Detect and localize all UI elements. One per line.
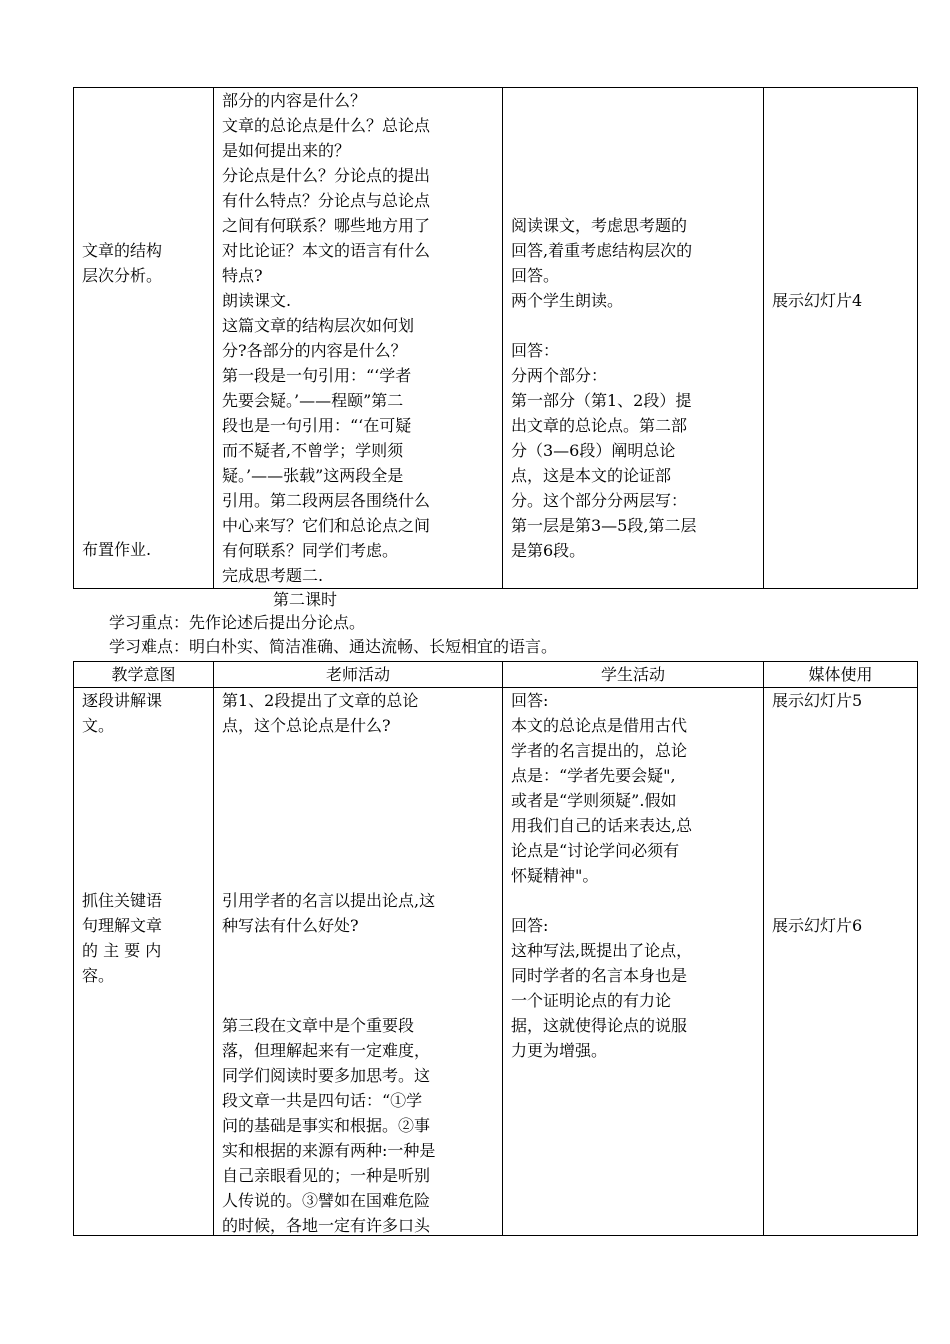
student-activity-line: 分两个部分： xyxy=(511,366,608,385)
header-teacher: 老师活动 xyxy=(214,662,503,688)
teacher-activity-line: 文章的总论点是什么？总论点 xyxy=(222,116,431,135)
student-activity-line: 力更为增强。 xyxy=(511,1041,608,1060)
teacher-activity-line: 同学们阅读时要多加思考。这 xyxy=(222,1066,431,1085)
table2-col4-cell xyxy=(764,688,918,1236)
intent-line: 句理解文章 xyxy=(82,916,163,935)
teacher-activity-line: 的时候，各地一定有许多口头 xyxy=(222,1216,431,1235)
table1-col1-cell xyxy=(74,88,214,589)
table1-slide-4: 展示幻灯片4 xyxy=(772,291,863,310)
student-activity-line: 本文的总论点是借用古代 xyxy=(511,716,688,735)
intent-line: 容。 xyxy=(82,966,115,985)
lesson-table-1 xyxy=(73,87,918,589)
teacher-activity-line: 是如何提出来的？ xyxy=(222,141,351,160)
intent-line: 的 主 要 内 xyxy=(82,941,162,960)
teacher-activity-line: 特点? xyxy=(222,266,263,285)
table2-slide-6: 展示幻灯片6 xyxy=(772,916,863,935)
student-activity-line: 回答: xyxy=(511,691,549,710)
teacher-activity-line: 自己亲眼看见的；一种是听别 xyxy=(222,1166,431,1185)
table2-col1-cell xyxy=(74,688,214,1236)
teacher-activity-line: 中心来写？它们和总论点之间 xyxy=(222,516,431,535)
table1-col4-cell xyxy=(764,88,918,589)
intent-line: 文。 xyxy=(82,716,115,735)
header-student: 学生活动 xyxy=(503,662,764,688)
student-activity-line: 分（3—6段）阐明总论 xyxy=(511,441,676,460)
intent-line: 抓住关键语 xyxy=(82,891,163,910)
table1-col1-top-1: 层次分析。 xyxy=(82,266,163,285)
teacher-activity-line: 而不疑者,不曾学；学则须 xyxy=(222,441,404,460)
teacher-activity-line: 疑。’——张载”这两段全是 xyxy=(222,466,404,485)
teacher-activity-line: 第一段是一句引用：“‘学者 xyxy=(222,366,412,385)
student-activity-line: 回答。 xyxy=(511,266,560,285)
student-activity-line: 用我们自己的话来表达,总 xyxy=(511,816,693,835)
table2-slide-5: 展示幻灯片5 xyxy=(772,691,863,710)
teacher-activity-line: 段也是一句引用：“‘在可疑 xyxy=(222,416,412,435)
student-activity-line: 两个学生朗读。 xyxy=(511,291,624,310)
teacher-activity-line: 完成思考题二. xyxy=(222,566,324,585)
student-activity-line: 点是：“学者先要会疑", xyxy=(511,766,676,785)
teacher-activity-line: 先要会疑。’——程颐”第二 xyxy=(222,391,404,410)
teacher-activity-line: 引用。第二段两层各围绕什么 xyxy=(222,491,431,510)
teacher-activity-line: 落，但理解起来有一定难度， xyxy=(222,1041,431,1060)
header-intent: 教学意图 xyxy=(74,662,214,688)
table1-col2-cell xyxy=(214,88,503,589)
student-activity-line: 回答: xyxy=(511,916,549,935)
table1-col3-cell xyxy=(503,88,764,589)
teacher-activity-line: 第三段在文章中是个重要段 xyxy=(222,1016,415,1035)
lesson-table-2 xyxy=(73,661,918,1236)
teacher-activity-line: 之间有何联系？哪些地方用了 xyxy=(222,216,431,235)
student-activity-line: 分。这个部分分两层写： xyxy=(511,491,688,510)
teacher-activity-line: 这篇文章的结构层次如何划 xyxy=(222,316,415,335)
teacher-activity-line: 对比论证？本文的语言有什么 xyxy=(222,241,431,260)
teacher-activity-line: 引用学者的名言以提出论点,这 xyxy=(222,891,436,910)
student-activity-line: 出文章的总论点。第二部 xyxy=(511,416,688,435)
section-title: 第二课时 xyxy=(273,590,338,609)
student-activity-line: 一个证明论点的有力论 xyxy=(511,991,672,1010)
teacher-activity-line: 朗读课文. xyxy=(222,291,292,310)
teacher-activity-line: 问的基础是事实和根据。②事 xyxy=(222,1116,431,1135)
student-activity-line: 点，这是本文的论证部 xyxy=(511,466,672,485)
header-media: 媒体使用 xyxy=(764,662,918,688)
teacher-activity-line: 部分的内容是什么？ xyxy=(222,91,367,110)
section-difficulty: 学习难点：明白朴实、简洁准确、通达流畅、长短相宜的语言。 xyxy=(109,637,558,656)
teacher-activity-line: 分论点是什么？分论点的提出 xyxy=(222,166,431,185)
student-activity-line: 阅读课文，考虑思考题的 xyxy=(511,216,688,235)
teacher-activity-line: 段文章一共是四句话：“①学 xyxy=(222,1091,423,1110)
section-focus: 学习重点：先作论述后提出分论点。 xyxy=(109,613,366,632)
student-activity-line: 第一层是第3—5段,第二层 xyxy=(511,516,697,535)
student-activity-line: 据，这就使得论点的说服 xyxy=(511,1016,688,1035)
teacher-activity-line: 种写法有什么好处? xyxy=(222,916,359,935)
student-activity-line: 这种写法,既提出了论点， xyxy=(511,941,693,960)
teacher-activity-line: 第1、2段提出了文章的总论 xyxy=(222,691,419,710)
student-activity-line: 回答： xyxy=(511,341,560,360)
table1-col1-bottom: 布置作业. xyxy=(82,540,152,559)
teacher-activity-line: 实和根据的来源有两种:一种是 xyxy=(222,1141,436,1160)
student-activity-line: 是第6段。 xyxy=(511,541,586,560)
teacher-activity-line: 有什么特点？分论点与总论点 xyxy=(222,191,431,210)
student-activity-line: 学者的名言提出的，总论 xyxy=(511,741,688,760)
intent-line: 逐段讲解课 xyxy=(82,691,163,710)
student-activity-line: 第一部分（第1、2段）提 xyxy=(511,391,692,410)
teacher-activity-line: 分?各部分的内容是什么？ xyxy=(222,341,407,360)
teacher-activity-line: 有何联系？同学们考虑。 xyxy=(222,541,399,560)
student-activity-line: 或者是“学则须疑”.假如 xyxy=(511,791,677,810)
table1-col1-top-0: 文章的结构 xyxy=(82,241,163,260)
teacher-activity-line: 人传说的。③譬如在国难危险 xyxy=(222,1191,431,1210)
student-activity-line: 怀疑精神"。 xyxy=(511,866,599,885)
table2-col2-cell xyxy=(214,688,503,1236)
student-activity-line: 论点是“讨论学问必须有 xyxy=(511,841,680,860)
table2-col3-cell xyxy=(503,688,764,1236)
student-activity-line: 同时学者的名言本身也是 xyxy=(511,966,688,985)
teacher-activity-line: 点，这个总论点是什么? xyxy=(222,716,391,735)
student-activity-line: 回答,着重考虑结构层次的 xyxy=(511,241,693,260)
